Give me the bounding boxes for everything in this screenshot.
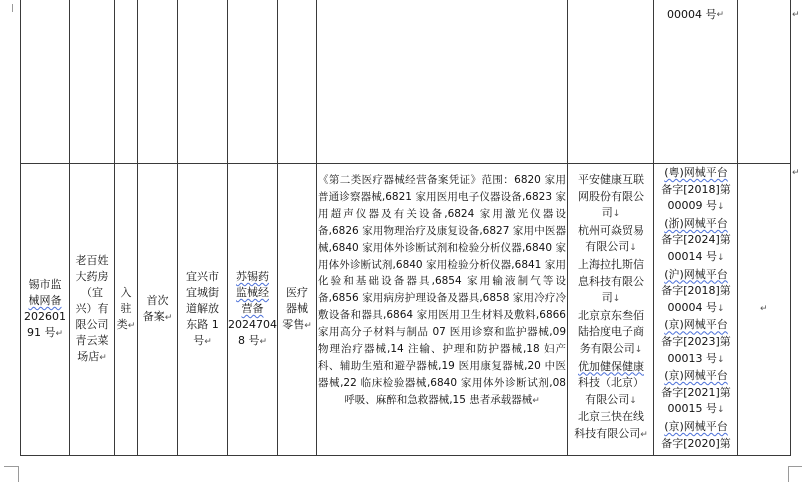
regulator-text: 锡市监 械网备 202601 91 号↵ [24,278,66,339]
store-name-cell [70,164,114,455]
top-row-record-suffix: 00004 号 ↵ [666,8,725,21]
address-text: 宜兴市 宜城街 道解放 东路 1 号↵ [186,270,219,347]
row-end-mark: ↵ [792,168,800,178]
crop-mark-top-left [12,4,13,12]
col-line [567,0,568,456]
platform-list-cell: 平安健康互联 网股份有限公 司↓ 杭州可焱贸易 有限公司↓ 上海拉扎斯信 息科技有限公 司↓ 北京京东叁佰 陆拾度电子商 务有限公司↓ 优加健保健康 科技（北京） 有限公司↓ 北京三快在线 科技有限公司↵ [574,173,648,440]
license-no-cell [228,164,277,455]
regulator-cell [21,164,69,455]
address-cell [178,164,227,455]
row-end-mark: ↵ [792,10,800,20]
col-line [737,0,738,456]
table-bottom-border [20,455,790,456]
col-line [653,0,654,456]
entry-type-text: 入 驻 类↵ [116,286,136,331]
license-no-text: 苏锡药 监械经 营备 2024704 8 号↵ [228,270,277,347]
crop-mark-bottom-right-h [788,466,802,467]
crop-mark-bottom-right-v [788,466,789,482]
col-line [790,0,791,456]
business-type-text: 医疗 器械 零售↵ [282,286,312,331]
cell-end-mark: ↵ [760,304,768,314]
filing-number-list-cell: (粤)网械平台 备字[2018]第 00009 号↓ (浙)网械平台 备字[2024]第 00014 号↓ (沪)网械平台 备字[2018]第 00004 号↓ (京)网械平台 备字[2023]第 00013 号↓ (京)网械平台 备字[2021]第 00015 号↓ (京)网械平台 备字[2020]第 [661,166,731,450]
paragraph-mark: ↵ [532,395,540,406]
crop-mark-bottom-left-v [18,466,19,482]
entry-type-cell [115,164,137,455]
paragraph-mark: ↵ [716,10,725,20]
business-type-cell [278,164,316,455]
col-line [316,0,317,456]
filing-type-cell [138,164,177,455]
filing-type-text: 首次 备案↵ [142,294,173,323]
business-scope-cell: 《第二类医疗器械经营备案凭证》范围：6820 家用普通诊察器械,6821 家用医用电子仪器设备,6823 家用超声仪器及有关设备,6824 家用激光仪器设备,6826 家用物理治疗及康复设备,6827 家用中医器械,6840 家用体外诊断试剂和检验分析仪器,6840 家用体外诊断试剂,6840 家用检验分析仪器,6841 家用化验和基础设备器具,6854 家用输液制气等设备,6856 家用病房护理设备及器具,6858 家用冷疗冷敷设备和器具,6864 家用医用卫生材料及敷料,6866 家用高分子材料与制品 07 医用诊察和监护器械,09 物理治疗器械,14 注输、护理和防护器械,18 妇产科、辅助生殖和避孕器械,19 医用康复器械,20 中医器械,22 临床检验器械,6840 家用体外诊断试剂,08 呼吸、麻醉和急救器械,15 患者承载器械↵ [318,174,566,406]
store-name-text: 老百姓 大药房 （宜 兴）有 限公司 青云菜 场店↵ [75,254,109,363]
crop-mark-bottom-left-h [4,466,18,467]
